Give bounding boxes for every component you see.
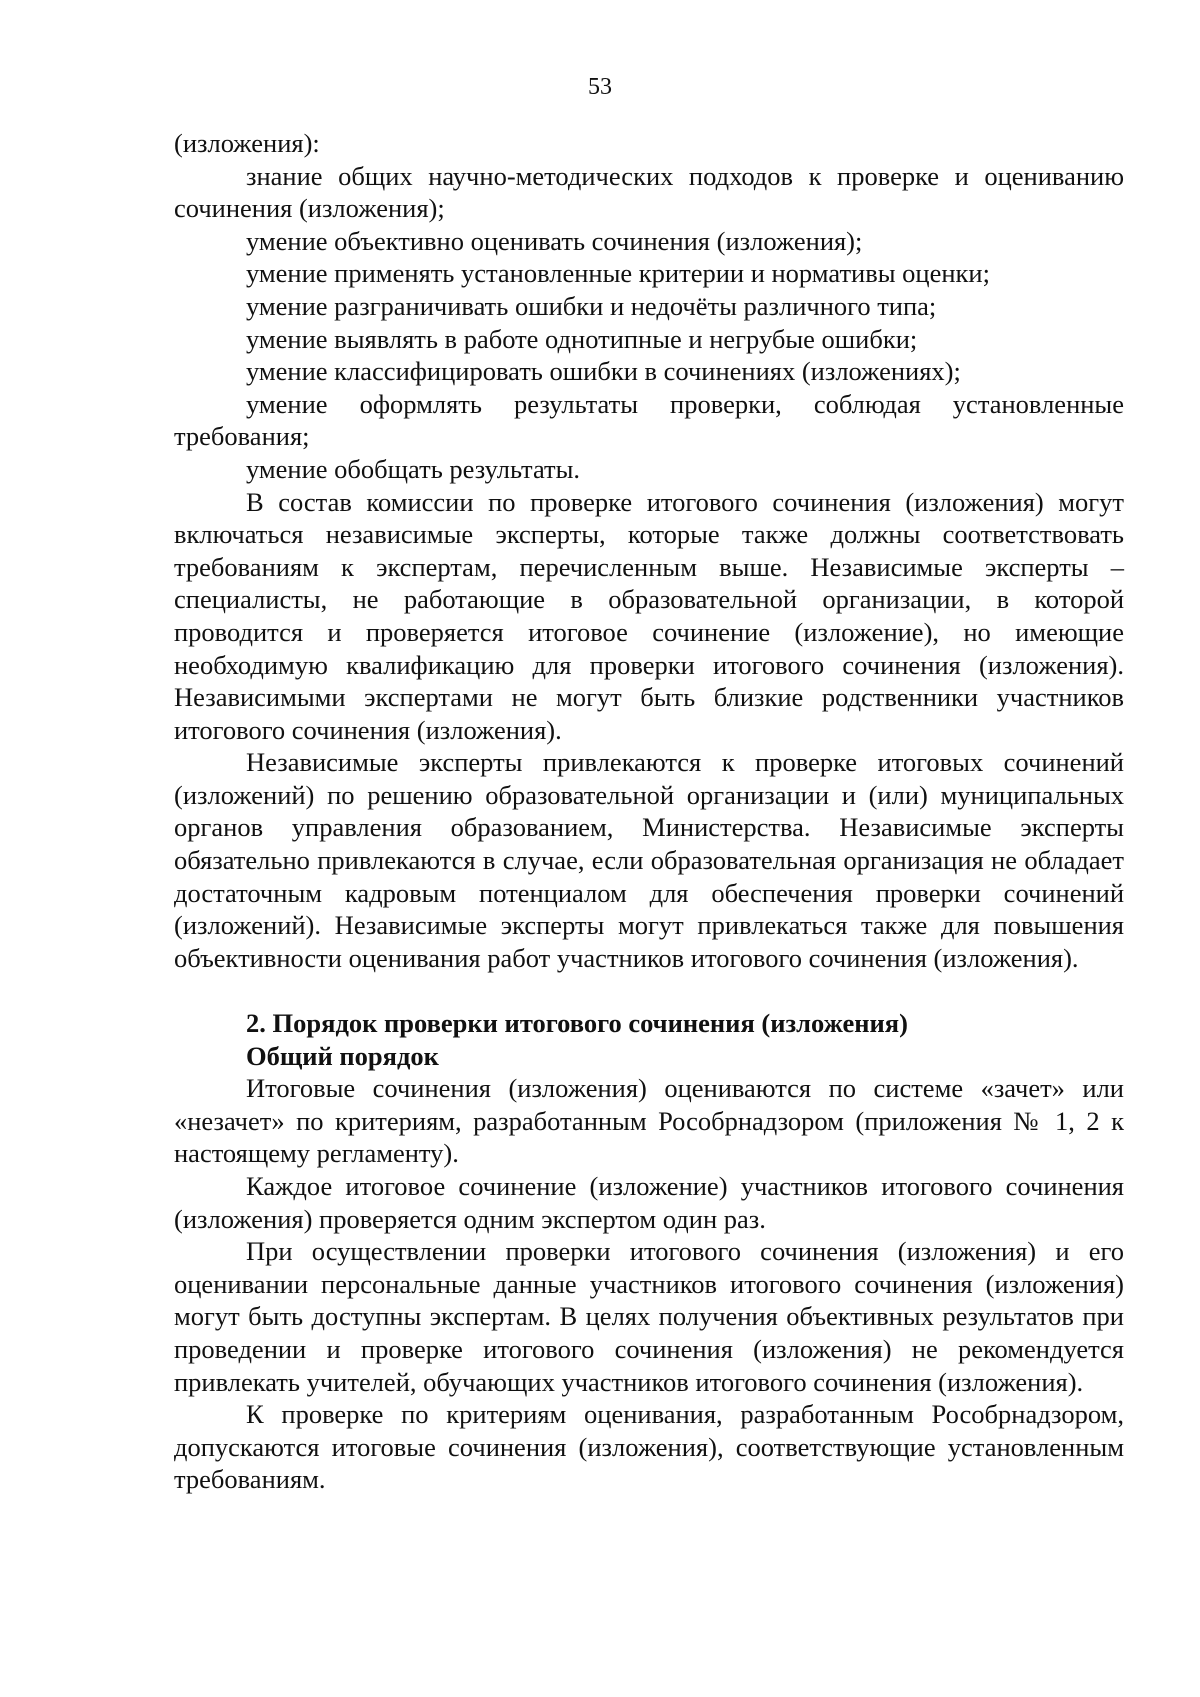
- skill-item: умение классифицировать ошибки в сочинениях (изложениях);: [246, 356, 961, 387]
- section-title: 2. Порядок проверки итогового сочинения (изложения): [246, 1008, 908, 1039]
- skill-item: умение разграничивать ошибки и недочёты различного типа;: [246, 290, 937, 321]
- intro-line: (изложения):: [174, 128, 320, 158]
- paragraph-experts-involvement: Независимые эксперты привлекаются к проверке итоговых сочинений (изложений) по решению образовательной организации и (или) муниципальных органов управления образованием, Министерства. Независимые эксперты обязательно привлекаются в случае, если образовательная организация не обладает достаточным кадровым потенциалом для обеспечения проверки сочинений (изложений). Независимые эксперты могут привлекаться также для повышения объективности оценивания работ участников итогового сочинения (изложения).: [174, 747, 1124, 973]
- skill-item: умение выявлять в работе однотипные и негрубые ошибки;: [246, 323, 918, 354]
- skill-item: умение применять установленные критерии и нормативы оценки;: [246, 258, 990, 289]
- paragraph-single-check: Каждое итоговое сочинение (изложение) участников итогового сочинения (изложения) проверяется одним экспертом один раз.: [174, 1171, 1124, 1234]
- paragraph-grading-system: Итоговые сочинения (изложения) оцениваются по системе «зачет» или «незачет» по критериям, разработанным Рособрнадзором (приложения № 1, 2 к настоящему регламенту).: [174, 1073, 1124, 1169]
- document-body: [174, 127, 1124, 1496]
- skill-item: умение обобщать результаты.: [246, 453, 581, 484]
- skill-item: знание общих научно-методических подходов к проверке и оцениванию сочинения (изложения);: [174, 160, 1124, 224]
- paragraph-admission: К проверке по критериям оценивания, разработанным Рособрнадзором, допускаются итоговые сочинения (изложения), соответствующие установленным требованиям.: [174, 1399, 1124, 1495]
- paragraph-independent-experts: В состав комиссии по проверке итогового сочинения (изложения) могут включаться независимые эксперты, которые также должны соответствовать требованиям к экспертам, перечисленным выше. Независимые эксперты – специалисты, не работающие в образовательной организации, в которой проводится и проверяется итоговое сочинение (изложение), но имеющие необходимую квалификацию для проверки итогового сочинения (изложения). Независимыми экспертами не могут быть близкие родственники участников итогового сочинения (изложения).: [174, 486, 1124, 745]
- page-number: 53: [588, 74, 612, 100]
- subsection-title: Общий порядок: [246, 1040, 439, 1071]
- skill-item: умение объективно оценивать сочинения (изложения);: [246, 225, 863, 256]
- paragraph-personal-data: При осуществлении проверки итогового сочинения (изложения) и его оценивании персональные данные участников итогового сочинения (изложения) могут быть доступны экспертам. В целях получения объективных результатов при проведении и проверке итогового сочинения (изложения) не рекомендуется привлекать учителей, обучающих участников итогового сочинения (изложения).: [174, 1236, 1124, 1397]
- skill-item: умение оформлять результаты проверки, соблюдая установленные требования;: [174, 388, 1124, 452]
